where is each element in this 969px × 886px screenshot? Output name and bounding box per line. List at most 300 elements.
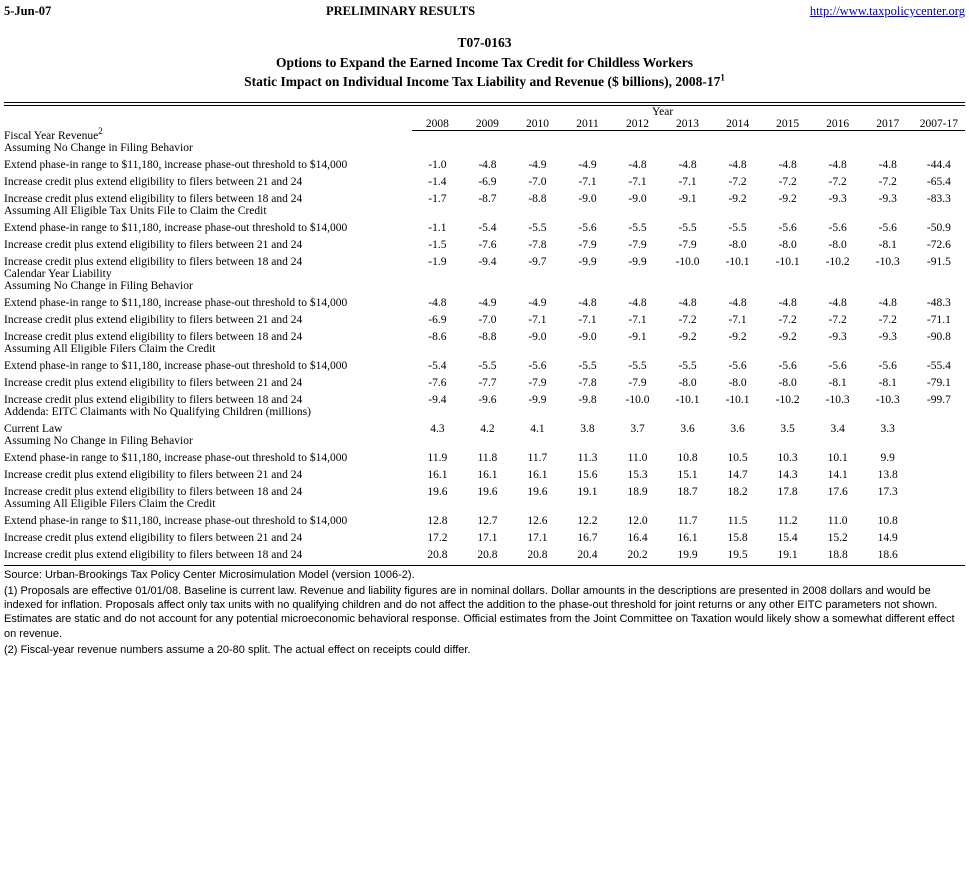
data-cell-2016: -7.2 — [828, 176, 847, 189]
column-header-blank — [4, 118, 412, 131]
row-label: Increase credit plus extend eligibility to filers between 21 and 24 — [4, 176, 303, 189]
data-cell-2017: -4.8 — [878, 159, 897, 172]
subsection-heading-row — [4, 435, 965, 447]
empty-cell — [663, 343, 713, 355]
table-row — [4, 464, 965, 481]
data-cell-2011: -4.8 — [578, 297, 597, 310]
table-row — [4, 309, 965, 326]
header-date: 5-Jun-07 — [4, 4, 52, 18]
empty-cell — [613, 205, 663, 217]
subsection-heading-row — [4, 343, 965, 355]
data-cell-2016: -8.1 — [828, 377, 847, 390]
header-spacer — [4, 106, 412, 118]
data-cell-2016: -10.3 — [825, 394, 850, 407]
empty-cell — [512, 498, 562, 510]
taxpolicycenter-link[interactable]: http://www.taxpolicycenter.org — [809, 4, 965, 18]
data-cell-2008: -9.4 — [428, 394, 447, 407]
data-cell-2012: 15.3 — [627, 469, 648, 482]
data-cell-2008: -5.4 — [428, 360, 447, 373]
data-cell-2017: 18.6 — [877, 549, 898, 562]
data-cell-2015: 3.5 — [780, 423, 795, 436]
data-cell-2009: 16.1 — [477, 469, 498, 482]
data-cell-2009: 19.6 — [477, 486, 498, 499]
empty-cell — [462, 435, 512, 447]
data-cell-2014: -5.6 — [728, 360, 747, 373]
table-row — [4, 418, 965, 435]
data-cell-2009: -9.6 — [478, 394, 497, 407]
data-cell-2009: -4.8 — [478, 159, 497, 172]
empty-cell — [763, 142, 813, 154]
data-cell-2017: -5.6 — [878, 360, 897, 373]
empty-cell — [913, 205, 965, 217]
data-cell-2010: -7.9 — [528, 377, 547, 390]
empty-cell — [713, 280, 763, 292]
empty-cell — [763, 268, 813, 280]
subsection-heading: Assuming All Eligible Tax Units File to Claim the Credit — [4, 205, 267, 218]
empty-cell — [512, 205, 562, 217]
data-cell-2012: 20.2 — [627, 549, 648, 562]
row-label: Increase credit plus extend eligibility to filers between 18 and 24 — [4, 486, 303, 499]
section-heading-row — [4, 268, 965, 280]
data-cell-2012: -5.5 — [628, 222, 647, 235]
data-cell-2007-17: -79.1 — [926, 377, 951, 390]
empty-cell — [412, 343, 462, 355]
empty-cell — [863, 205, 913, 217]
empty-cell — [863, 142, 913, 154]
column-header-2014: 2014 — [713, 118, 763, 131]
data-cell-2010: 12.6 — [527, 515, 548, 528]
data-cell-2017: -10.3 — [875, 256, 900, 269]
empty-cell — [913, 406, 965, 418]
data-cell-2010: 17.1 — [527, 532, 548, 545]
data-cell-2007-17 — [913, 447, 965, 464]
subtitle-text: Static Impact on Individual Income Tax Liability and Revenue ($ billions), 2008-17 — [244, 74, 721, 90]
data-cell-2008: -1.0 — [428, 159, 447, 172]
data-cell-2008: 19.6 — [427, 486, 448, 499]
data-cell-2008: 12.8 — [427, 515, 448, 528]
data-cell-2011: 11.3 — [577, 452, 598, 465]
data-cell-2014: -10.1 — [725, 256, 750, 269]
data-cell-2012: -5.5 — [628, 360, 647, 373]
data-cell-2017: -7.2 — [878, 176, 897, 189]
section-heading: Addenda: EITC Claimants with No Qualifying Children (millions) — [4, 406, 311, 419]
data-cell-2007-17: -72.6 — [926, 239, 951, 252]
empty-cell — [512, 343, 562, 355]
empty-cell — [512, 130, 562, 142]
row-label: Increase credit plus extend eligibility to filers between 21 and 24 — [4, 532, 303, 545]
empty-cell — [763, 498, 813, 510]
data-cell-2008: -6.9 — [428, 314, 447, 327]
empty-cell — [713, 343, 763, 355]
empty-cell — [412, 498, 462, 510]
data-cell-2014: 18.2 — [727, 486, 748, 499]
empty-cell — [663, 406, 713, 418]
data-cell-2015: -7.2 — [778, 176, 797, 189]
data-cell-2016: 18.8 — [827, 549, 848, 562]
empty-cell — [613, 280, 663, 292]
data-cell-2008: 11.9 — [427, 452, 448, 465]
empty-cell — [813, 406, 863, 418]
data-cell-2017: 3.3 — [880, 423, 895, 436]
data-cell-2015: -10.2 — [775, 394, 800, 407]
data-cell-2007-17 — [913, 464, 965, 481]
table-row — [4, 171, 965, 188]
column-header-2015: 2015 — [763, 118, 813, 131]
row-label: Extend phase-in range to $11,180, increase phase-out threshold to $14,000 — [4, 515, 348, 528]
empty-cell — [913, 435, 965, 447]
row-label: Increase credit plus extend eligibility to filers between 21 and 24 — [4, 314, 303, 327]
empty-cell — [713, 142, 763, 154]
empty-cell — [412, 280, 462, 292]
empty-cell — [562, 268, 612, 280]
subsection-heading: Assuming No Change in Filing Behavior — [4, 280, 193, 293]
data-cell-2015: 10.3 — [777, 452, 798, 465]
table-row — [4, 389, 965, 406]
data-cell-2013: 18.7 — [677, 486, 698, 499]
data-cell-2014: -9.2 — [728, 193, 747, 206]
empty-cell — [813, 498, 863, 510]
subsection-heading-row — [4, 205, 965, 217]
data-cell-2017: -9.3 — [878, 331, 897, 344]
row-label: Increase credit plus extend eligibility to filers between 18 and 24 — [4, 394, 303, 407]
header-status-label: PRELIMINARY RESULTS — [326, 4, 476, 18]
data-cell-2015: 15.4 — [777, 532, 798, 545]
data-cell-2016: 3.4 — [830, 423, 845, 436]
data-cell-2016: -8.0 — [828, 239, 847, 252]
data-cell-2017: 14.9 — [877, 532, 898, 545]
data-cell-2010: 19.6 — [527, 486, 548, 499]
data-cell-2016: 14.1 — [827, 469, 848, 482]
empty-cell — [613, 343, 663, 355]
data-cell-2008: -8.6 — [428, 331, 447, 344]
data-cell-2012: -7.9 — [628, 239, 647, 252]
row-label: Increase credit plus extend eligibility to filers between 18 and 24 — [4, 256, 303, 269]
empty-cell — [412, 205, 462, 217]
column-header-2013: 2013 — [663, 118, 713, 131]
data-cell-2010: -9.7 — [528, 256, 547, 269]
data-cell-2012: 12.0 — [627, 515, 648, 528]
section-heading-footnote-marker: 2 — [98, 126, 103, 137]
document-subtitle — [4, 72, 965, 92]
empty-cell — [713, 498, 763, 510]
data-cell-2009: -6.9 — [478, 176, 497, 189]
data-cell-2011: 19.1 — [577, 486, 598, 499]
data-cell-2017: -8.1 — [878, 239, 897, 252]
empty-cell — [512, 435, 562, 447]
data-cell-2017: -10.3 — [875, 394, 900, 407]
data-cell-2010: -4.9 — [528, 297, 547, 310]
empty-cell — [512, 280, 562, 292]
data-cell-2007-17 — [913, 510, 965, 527]
data-cell-2011: -9.0 — [578, 193, 597, 206]
table-row — [4, 217, 965, 234]
data-cell-2010: -9.9 — [528, 394, 547, 407]
data-cell-2013: 19.9 — [677, 549, 698, 562]
column-header-2007-17: 2007-17 — [913, 118, 965, 131]
data-cell-2013: -4.8 — [678, 159, 697, 172]
empty-cell — [913, 498, 965, 510]
empty-cell — [512, 142, 562, 154]
data-cell-2015: -4.8 — [778, 159, 797, 172]
empty-cell — [613, 130, 663, 142]
empty-cell — [462, 142, 512, 154]
empty-cell — [913, 268, 965, 280]
footnotes-block — [4, 565, 965, 656]
data-cell-2010: 11.7 — [527, 452, 548, 465]
data-cell-2011: -7.1 — [578, 176, 597, 189]
document-title: Options to Expand the Earned Income Tax Credit for Childless Workers — [275, 54, 694, 70]
section-heading: Fiscal Year Revenue$^2$ — [4, 126, 103, 143]
column-header-2008: 2008 — [412, 118, 462, 131]
data-cell-2008: 4.3 — [430, 423, 445, 436]
empty-cell — [713, 268, 763, 280]
data-cell-2010: 20.8 — [527, 549, 548, 562]
row-label: Increase credit plus extend eligibility to filers between 18 and 24 — [4, 331, 303, 344]
data-cell-2017: 10.8 — [877, 515, 898, 528]
data-cell-2011: 20.4 — [577, 549, 598, 562]
data-cell-2014: -10.1 — [725, 394, 750, 407]
column-header-2010: 2010 — [512, 118, 562, 131]
data-cell-2017: 17.3 — [877, 486, 898, 499]
data-cell-2008: 20.8 — [427, 549, 448, 562]
empty-cell — [663, 142, 713, 154]
empty-cell — [863, 435, 913, 447]
section-heading: Calendar Year Liability — [4, 268, 112, 281]
data-cell-2008: -1.7 — [428, 193, 447, 206]
column-header-2012: 2012 — [613, 118, 663, 131]
data-cell-2010: -5.6 — [528, 360, 547, 373]
table-row — [4, 447, 965, 464]
row-label: Extend phase-in range to $11,180, increase phase-out threshold to $14,000 — [4, 360, 348, 373]
data-cell-2011: -9.0 — [578, 331, 597, 344]
empty-cell — [813, 435, 863, 447]
data-cell-2013: -8.0 — [678, 377, 697, 390]
data-cell-2012: -7.9 — [628, 377, 647, 390]
table-row — [4, 544, 965, 561]
empty-cell — [813, 268, 863, 280]
table-row — [4, 234, 965, 251]
data-cell-2013: -9.2 — [678, 331, 697, 344]
data-cell-2009: -5.4 — [478, 222, 497, 235]
empty-cell — [913, 142, 965, 154]
data-cell-2012: -9.9 — [628, 256, 647, 269]
data-cell-2014: 14.7 — [727, 469, 748, 482]
data-cell-2012: -4.8 — [628, 159, 647, 172]
data-cell-2017: -4.8 — [878, 297, 897, 310]
data-cell-2014: -7.2 — [728, 176, 747, 189]
data-cell-2014: 10.5 — [727, 452, 748, 465]
table-row — [4, 154, 965, 171]
data-cell-2014: -9.2 — [728, 331, 747, 344]
data-cell-2008: -1.4 — [428, 176, 447, 189]
subsection-heading: Assuming All Eligible Filers Claim the Credit — [4, 498, 216, 511]
data-cell-2007-17: -90.8 — [926, 331, 951, 344]
empty-cell — [613, 142, 663, 154]
empty-cell — [512, 406, 562, 418]
data-cell-2015: -8.0 — [778, 377, 797, 390]
empty-cell — [462, 406, 512, 418]
data-cell-2013: -5.5 — [678, 360, 697, 373]
data-cell-2009: -9.4 — [478, 256, 497, 269]
row-label: Increase credit plus extend eligibility to filers between 21 and 24 — [4, 239, 303, 252]
data-cell-2007-17: -83.3 — [926, 193, 951, 206]
data-cell-2008: -1.9 — [428, 256, 447, 269]
empty-cell — [713, 205, 763, 217]
data-cell-2007-17: -48.3 — [926, 297, 951, 310]
data-cell-2009: -8.8 — [478, 331, 497, 344]
data-cell-2011: -5.5 — [578, 360, 597, 373]
year-group-header-row — [4, 106, 965, 118]
data-cell-2011: -5.6 — [578, 222, 597, 235]
data-cell-2011: 3.8 — [580, 423, 595, 436]
empty-cell — [663, 498, 713, 510]
data-cell-2013: 15.1 — [677, 469, 698, 482]
data-cell-2009: -7.7 — [478, 377, 497, 390]
data-cell-2009: 20.8 — [477, 549, 498, 562]
data-cell-2010: -7.8 — [528, 239, 547, 252]
data-cell-2013: -4.8 — [678, 297, 697, 310]
data-cell-2012: 18.9 — [627, 486, 648, 499]
data-cell-2016: -4.8 — [828, 297, 847, 310]
column-header-2009: 2009 — [462, 118, 512, 131]
data-cell-2010: -4.9 — [528, 159, 547, 172]
data-cell-2013: -10.1 — [675, 394, 700, 407]
row-label: Increase credit plus extend eligibility to filers between 21 and 24 — [4, 377, 303, 390]
footnote-2: (2) Fiscal-year revenue numbers assume a 20-80 split. The actual effect on receipts could differ. — [4, 643, 471, 656]
data-cell-2011: 12.2 — [577, 515, 598, 528]
data-cell-2010: -7.0 — [528, 176, 547, 189]
year-group-label: Year — [651, 105, 674, 118]
data-cell-2010: -9.0 — [528, 331, 547, 344]
empty-cell — [562, 205, 612, 217]
empty-cell — [663, 130, 713, 142]
data-cell-2008: 17.2 — [427, 532, 448, 545]
data-cell-2007-17 — [913, 418, 965, 435]
data-cell-2010: -5.5 — [528, 222, 547, 235]
data-cell-2017: -7.2 — [878, 314, 897, 327]
empty-cell — [613, 406, 663, 418]
data-cell-2009: -7.0 — [478, 314, 497, 327]
empty-cell — [763, 343, 813, 355]
data-cell-2016: 10.1 — [827, 452, 848, 465]
data-cell-2015: -5.6 — [778, 360, 797, 373]
data-cell-2013: -9.1 — [678, 193, 697, 206]
empty-cell — [412, 130, 462, 142]
data-cell-2011: -4.9 — [578, 159, 597, 172]
empty-cell — [913, 343, 965, 355]
data-cell-2008: 16.1 — [427, 469, 448, 482]
data-cell-2011: -9.8 — [578, 394, 597, 407]
empty-cell — [813, 130, 863, 142]
data-cell-2016: -9.3 — [828, 193, 847, 206]
subsection-heading-row — [4, 498, 965, 510]
column-header-row — [4, 118, 965, 131]
data-cell-2012: 3.7 — [630, 423, 645, 436]
data-cell-2012: -10.0 — [625, 394, 650, 407]
data-cell-2013: -7.9 — [678, 239, 697, 252]
empty-cell — [763, 435, 813, 447]
empty-cell — [813, 343, 863, 355]
row-label: Current Law — [4, 423, 63, 436]
subtitle-footnote-marker: 1 — [720, 72, 725, 83]
data-cell-2017: -8.1 — [878, 377, 897, 390]
empty-cell — [562, 142, 612, 154]
data-cell-2013: -7.2 — [678, 314, 697, 327]
empty-cell — [813, 142, 863, 154]
column-header-2011: 2011 — [562, 118, 612, 131]
subsection-heading: Assuming No Change in Filing Behavior — [4, 142, 193, 155]
data-cell-2012: 16.4 — [627, 532, 648, 545]
table-row — [4, 251, 965, 268]
table-row — [4, 188, 965, 205]
empty-cell — [813, 280, 863, 292]
data-cell-2007-17: -65.4 — [926, 176, 951, 189]
table-row — [4, 510, 965, 527]
document-number: T07-0163 — [457, 35, 512, 50]
data-cell-2009: 12.7 — [477, 515, 498, 528]
table-row — [4, 292, 965, 309]
data-cell-2010: -8.8 — [528, 193, 547, 206]
data-cell-2015: -7.2 — [778, 314, 797, 327]
data-cell-2015: 14.3 — [777, 469, 798, 482]
row-label: Extend phase-in range to $11,180, increase phase-out threshold to $14,000 — [4, 452, 348, 465]
subsection-heading-row — [4, 142, 965, 154]
data-cell-2014: -4.8 — [728, 159, 747, 172]
empty-cell — [663, 268, 713, 280]
data-cell-2009: -5.5 — [478, 360, 497, 373]
empty-cell — [863, 268, 913, 280]
data-cell-2008: -7.6 — [428, 377, 447, 390]
data-cell-2014: -5.5 — [728, 222, 747, 235]
empty-cell — [412, 142, 462, 154]
row-label: Extend phase-in range to $11,180, increase phase-out threshold to $14,000 — [4, 297, 348, 310]
subsection-heading: Assuming All Eligible Filers Claim the Credit — [4, 343, 216, 356]
data-cell-2012: -7.1 — [628, 176, 647, 189]
empty-cell — [562, 130, 612, 142]
empty-cell — [663, 280, 713, 292]
data-cell-2016: -5.6 — [828, 360, 847, 373]
data-cell-2008: -1.5 — [428, 239, 447, 252]
data-cell-2016: -4.8 — [828, 159, 847, 172]
empty-cell — [412, 268, 462, 280]
data-cell-2013: 10.8 — [677, 452, 698, 465]
empty-cell — [613, 498, 663, 510]
data-cell-2014: 3.6 — [730, 423, 745, 436]
empty-cell — [863, 343, 913, 355]
subsection-heading-row — [4, 280, 965, 292]
empty-cell — [713, 130, 763, 142]
data-cell-2016: 17.6 — [827, 486, 848, 499]
row-label: Extend phase-in range to $11,180, increase phase-out threshold to $14,000 — [4, 159, 348, 172]
data-cell-2014: 15.8 — [727, 532, 748, 545]
data-cell-2016: -9.3 — [828, 331, 847, 344]
data-cell-2017: 13.8 — [877, 469, 898, 482]
empty-cell — [462, 498, 512, 510]
empty-cell — [462, 130, 512, 142]
empty-cell — [512, 268, 562, 280]
empty-cell — [462, 268, 512, 280]
data-cell-2015: -9.2 — [778, 331, 797, 344]
data-cell-2007-17 — [913, 544, 965, 561]
data-cell-2007-17: -50.9 — [926, 222, 951, 235]
section-heading-row — [4, 406, 965, 418]
table-row — [4, 527, 965, 544]
data-cell-2016: 15.2 — [827, 532, 848, 545]
data-cell-2015: -8.0 — [778, 239, 797, 252]
empty-cell — [863, 280, 913, 292]
empty-cell — [713, 406, 763, 418]
data-cell-2013: -10.0 — [675, 256, 700, 269]
